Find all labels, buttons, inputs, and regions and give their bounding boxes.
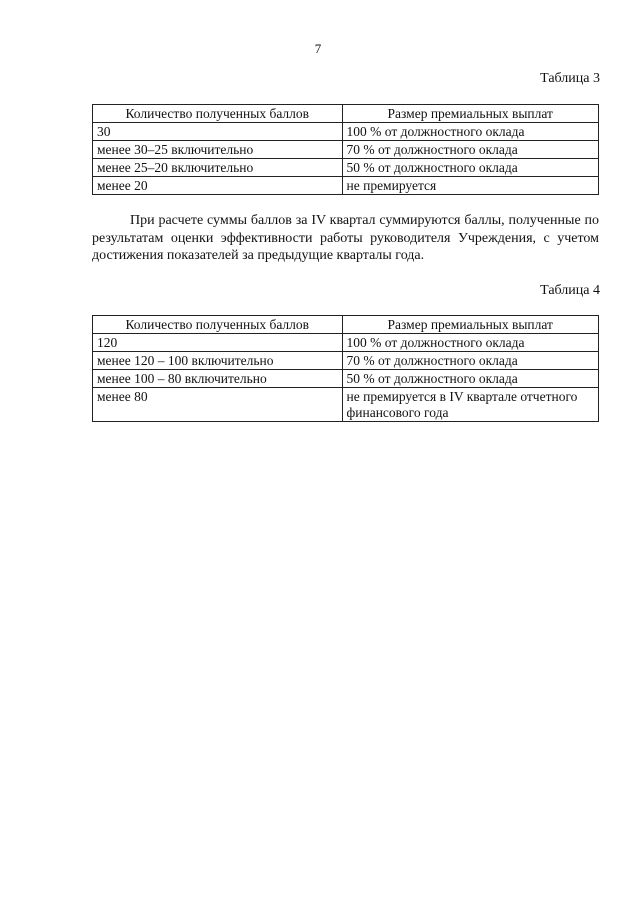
cell-points: менее 30–25 включительно [93,141,343,159]
table-4-caption: Таблица 4 [540,283,600,298]
table-header-row [93,316,599,334]
cell-bonus: 50 % от должностного оклада [342,370,599,388]
table-4 [92,315,599,422]
cell-points: менее 100 – 80 включительно [93,370,343,388]
table-row [93,141,599,159]
cell-bonus: не премируется [342,177,599,195]
cell-points: менее 25–20 включительно [93,159,343,177]
table-row [93,177,599,195]
cell-points: менее 80 [93,388,343,422]
table-row [93,159,599,177]
cell-bonus: 70 % от должностного оклада [342,141,599,159]
cell-bonus: 100 % от должностного оклада [342,123,599,141]
cell-points: менее 120 – 100 включительно [93,352,343,370]
table-row [93,123,599,141]
table-3 [92,104,599,195]
table-row [93,352,599,370]
table-row [93,334,599,352]
header-points: Количество полученных баллов [93,316,343,334]
body-paragraph: При расчете суммы баллов за IV квартал суммируются баллы, полученные по результатам оценки эффективности работы руководителя Учреждения, с учетом достижения показателей за предыдущие кварталы года. [92,213,599,263]
table-3-caption: Таблица 3 [540,71,600,86]
table-row [93,370,599,388]
cell-bonus: 100 % от должностного оклада [342,334,599,352]
cell-bonus: 50 % от должностного оклада [342,159,599,177]
page-number: 7 [314,41,322,56]
cell-points: 120 [93,334,343,352]
cell-points: 30 [93,123,343,141]
table-header-row [93,105,599,123]
table-row [93,388,599,422]
cell-points: менее 20 [93,177,343,195]
header-points: Количество полученных баллов [93,105,343,123]
header-bonus: Размер премиальных выплат [342,105,599,123]
cell-bonus: не премируется в IV квартале отчетного финансового года [342,388,599,422]
header-bonus: Размер премиальных выплат [342,316,599,334]
cell-bonus: 70 % от должностного оклада [342,352,599,370]
